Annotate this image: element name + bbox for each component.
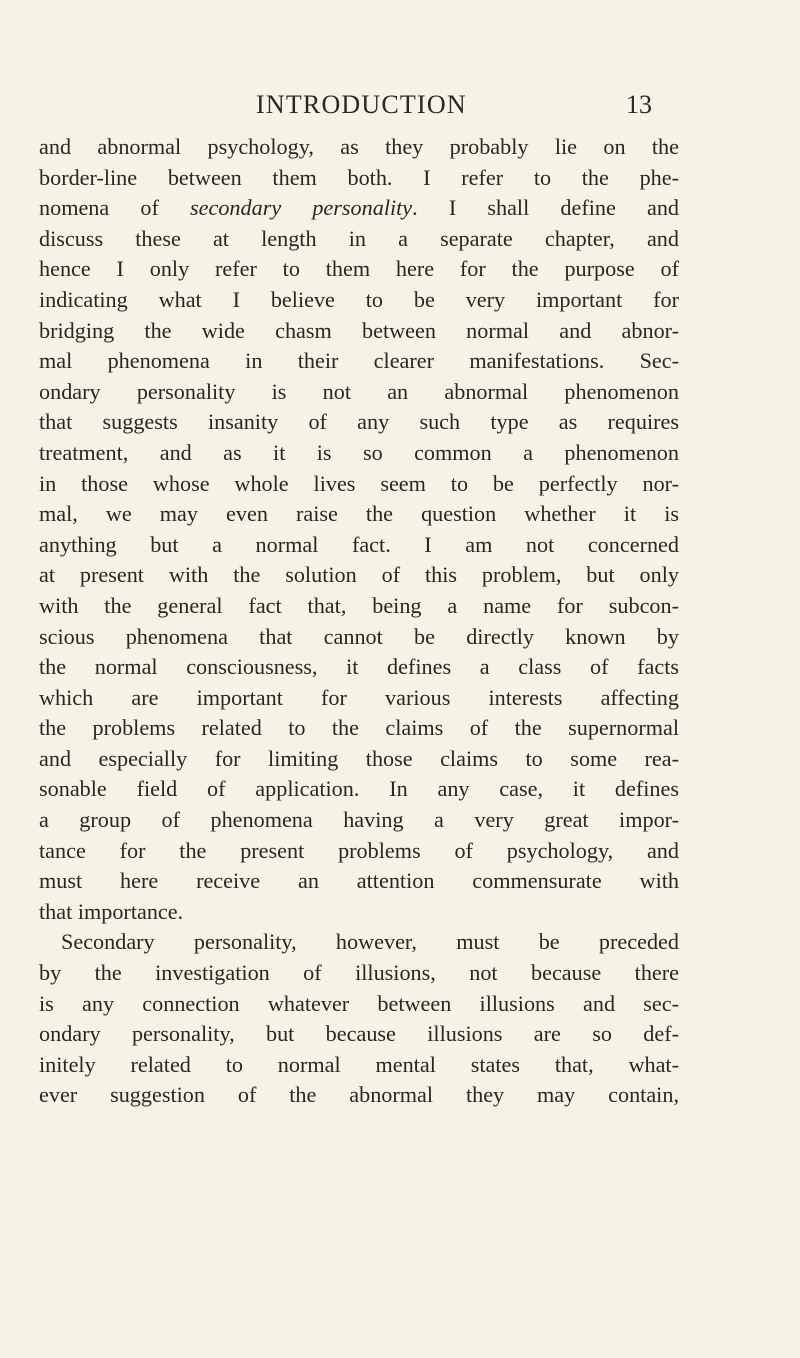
text-line: anything but a normal fact. I am not concerned <box>39 531 679 557</box>
text-line: indicating what I believe to be very important for <box>39 286 679 312</box>
emphasis-secondary-personality: secondary personality <box>190 195 413 221</box>
text-line: treatment, and as it is so common a phenomenon <box>39 439 679 465</box>
text-line: must here receive an attention commensurate with <box>39 868 679 894</box>
text-line: ondary personality is not an abnormal phenomenon <box>39 378 679 404</box>
running-title: INTRODUCTION <box>256 90 467 119</box>
text-run: . I shall define and <box>412 195 680 221</box>
text-line: mal, we may even raise the question whether it is <box>39 501 679 527</box>
text-line: ondary personality, but because illusions are so def- <box>39 1021 679 1047</box>
text-line: sonable field of application. In any case, it defines <box>39 776 679 802</box>
text-line: and especially for limiting those claims to some rea- <box>39 745 679 771</box>
text-line <box>39 193 679 224</box>
running-head <box>0 88 800 122</box>
text-line: bridging the wide chasm between normal and abnor- <box>39 317 679 343</box>
text-line: in those whose whole lives seem to be perfectly nor- <box>39 470 679 496</box>
text-line: the problems related to the claims of the supernormal <box>39 715 679 741</box>
text-line: and abnormal psychology, as they probably lie on the <box>39 134 679 159</box>
text-line: by the investigation of illusions, not because there <box>39 960 679 986</box>
text-line: that suggests insanity of any such type as requires <box>39 409 679 435</box>
text-line: is any connection whatever between illusions and sec- <box>39 990 679 1016</box>
text-line: discuss these at length in a separate chapter, and <box>39 225 679 251</box>
text-line: hence I only refer to them here for the purpose of <box>39 256 679 282</box>
text-line: tance for the present problems of psychology, and <box>39 837 679 863</box>
text-line: the normal consciousness, it defines a class of facts <box>39 654 679 680</box>
text-line: with the general fact that, being a name for subcon- <box>39 592 679 618</box>
text-line: at present with the solution of this problem, but only <box>39 562 679 588</box>
text-line: ever suggestion of the abnormal they may contain, <box>39 1082 679 1108</box>
text-run: nomena of <box>39 195 190 221</box>
text-line: which are important for various interests affecting <box>39 684 679 710</box>
text-line: a group of phenomena having a very great impor- <box>39 807 679 833</box>
paragraph-2 <box>39 927 679 1111</box>
text-line-indented: Secondary personality, however, must be preceded <box>61 929 679 955</box>
text-line-last: that importance. <box>39 898 184 924</box>
text-line: mal phenomena in their clearer manifestations. Sec- <box>39 348 679 374</box>
page-number: 13 <box>626 90 652 119</box>
text-line: initely related to normal mental states that, what- <box>39 1051 679 1077</box>
text-line: border-line between them both. I refer to the phe- <box>39 164 679 190</box>
body-text <box>39 132 679 1111</box>
paragraph-1 <box>39 132 679 927</box>
text-line: scious phenomena that cannot be directly known by <box>39 623 679 649</box>
